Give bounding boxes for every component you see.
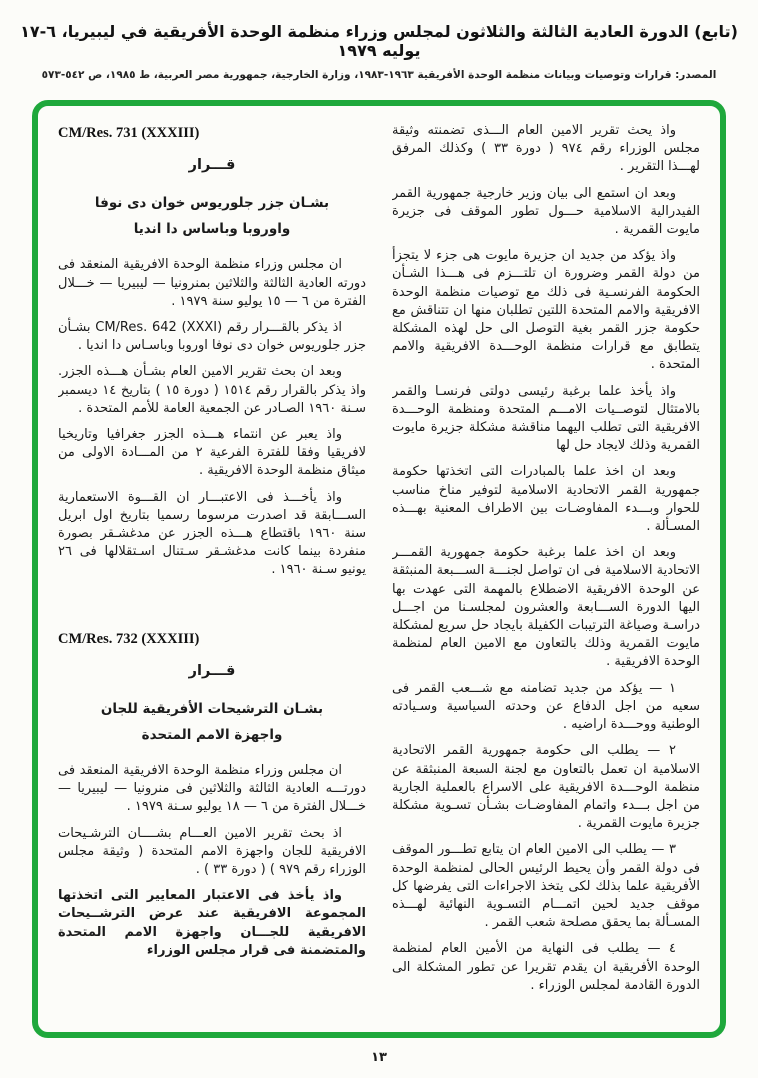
- resolution-732-subtitle-2: واجهزة الامم المتحدة: [141, 727, 283, 744]
- paragraph-sg-report-islands: وبعد ان بحث تقرير الامين العام بشـأن هـــذه الجزر. واذ يذكر بالقرار رقم ١٥١٤ ( دورة ١٥ ) بتاريخ ١٤ ديسمبر سـنة ١٩٦٠ الصـادر عن الجمعية العامة للأمم المتحدة .: [58, 364, 366, 416]
- resolution-operative-item-4: ٤ — يطلب فى النهاية من الأمين العام لمنظمة الوحدة الأفريقية ان يقدم تقريرا عن تطور المشكلة الى الدورة القادمة لمجلس الوزراء .: [392, 941, 700, 993]
- paragraph-recalling-cmres642: اذ يذكر بالقـــرار رقم CM/Res. 642 (XXXI) بشـأن جزر جلوريوس خوان دى نوفا اوروبا وباسـاس دا انديا .: [58, 320, 366, 354]
- green-border-frame: [32, 100, 726, 1038]
- resolution-732-number: CM/Res. 732 (XXXIII): [58, 630, 200, 647]
- resolution-731-number: CM/Res. 731 (XXXIII): [58, 125, 200, 141]
- paragraph-foreign-minister-statement: وبعد ان استمع الى بيان وزير خارجية جمهورية القمر الفيدرالية الاسلامية حـــول تطور الموقف فى جزيرة مايوت القمرية .: [392, 185, 700, 238]
- paragraph-council-session-732: ان مجلس وزراء منظمة الوحدة الافريقية المنعقد فى دورتـــه العادية الثالثة والثلاثين فى منرونيا — ليبيريا — خـــلال الفترة من ٦ — ١٨ يوليو سـنة ١٩٧٩ .: [58, 763, 366, 815]
- paragraph-comoros-initiatives: وبعد ان اخذ علما بالمبادرات التى اتخذتها حكومة جمهورية القمر الاتحادية الاسلامية لتوفير مناخ مناسب للحوار وبـــدء المفاوضـات بين الاطراف المعنية بهـــذه المسـألة .: [392, 464, 700, 535]
- resolution-operative-item-3: ٣ — يطلب الى الامين العام ان يتابع تطـــور الموقف فى دولة القمر وأن يحيط الرئيس الحالى لمنظمة الوحدة الأفريقية علما بذلك لكى يتخذ الاجراءات التى يفرضها كل موقف جديد لحين اتمـــام التسـوية النهائية لهـــذه المسـألة بما يحقق مصلحة شعب القمر .: [392, 842, 700, 931]
- resolution-732-title: قـــرار: [188, 662, 236, 679]
- paragraph-preamble-report: واذ يحث تقرير الامين العام الـــذى تضمنته وثيقة مجلس الوزراء رقم ٩٧٤ ( دورة ٣٣ ) وكذلك المرفق لهـــذا التقرير .: [392, 123, 700, 175]
- header-session-title: (تابع) الدورة العادية الثالثة والثلاثون لمجلس وزراء منظمة الوحدة الأفريقية في ليبيريا، ٦-١٧ يوليه ١٩٧٩: [20, 22, 738, 60]
- header-source-line: المصدر: قرارات وتوصيات وبيانات منظمة الوحدة الأفريقية ١٩٦٣-١٩٨٣، وزارة الخارجية، جمهورية مصر العربية، ط ١٩٨٥، ص ٥٤٢-٥٧٣: [41, 69, 717, 81]
- paragraph-committee-of-seven: وبعد ان اخذ علما برغبة حكومة جمهورية القمـــر الاتحادية الاسلامية فى ان تواصل لجنـــة الســـبعة المنبثقة عن الوحدة الافريقية الاضطلاع بالمهمة التى عهدت بها اليها الدورة الســـابعة والعشرون لمجلسـنا من اجـــل دراسـة وصياغة الترتيبات الكفيلة بايجاد حل سريع لمشكلة مايوت القمرية وذلك بالتعاون مع الامين العام لمنظمة الوحدة الافريقية .: [392, 545, 700, 670]
- right-column: [392, 122, 700, 1022]
- left-column: [58, 122, 366, 1022]
- resolution-731-subtitle-2: واوروبا وباساس دا انديا: [133, 221, 291, 238]
- paragraph-candidatures-report: اذ بحث تقرير الامين العـــام بشــــان الترشـيحات الافريقية للجان واجهزة الامم المتحدة ( وثيقة مجلس الوزراء رقم ٩٧٩ ) ( دورة ٣٣ ) .: [58, 825, 366, 878]
- paragraph-council-session-731: ان مجلس وزراء منظمة الوحدة الافريقية المنعقد فى دورته العادية الثالثة والثلاثين بمنرونيا — ليبيريا — خـــلال الفترة من ٦ — ١٥ يوليو سنة ١٩٧٩ .: [58, 257, 366, 309]
- resolution-operative-item-2: ٢ — يطلب الى حكومة جمهورية القمر الاتحادية الاسلامية ان تعمل بالتعاون مع لجنة السبعة المنبثقة عن منظمة الوحـــدة الافريقية على الاسراع بالعملية الجارية من اجل بـــدء واتمام المفاوضـات بشـأن تسـوية مشكلة جزيرة مايوت القمرية .: [392, 743, 700, 832]
- paragraph-candidature-criteria: واذ يأخذ فى الاعتبار المعايير التى اتخذتها المجموعة الافريقية عند عرض الترشــيحات الافريقية للجـــان واجهزة الامم المتحدة والمتضمنة فى قرار مجلس الوزراء: [58, 888, 366, 958]
- page-header: [0, 22, 758, 81]
- resolution-operative-item-1: ١ — يؤكد من جديد تضامنه مع شـــعب القمر فى سعيه من اجل الدفاع عن وحدته السياسية وسـيادته الوطنية ووحـــدة اراضيه .: [392, 680, 700, 733]
- paragraph-islands-belonging: واذ يعبر عن انتماء هـــذه الجزر جغرافيا وتاريخيا لافريقيا وفقا للفترة الفرعية ٢ من المـــادة الاولى من ميثاق منظمة الوحدة الافريقية .: [58, 427, 366, 479]
- resolution-732-subtitle-1: بشـان الترشيحات الأفريقية للجان: [100, 701, 324, 718]
- resolution-731-title: قـــرار: [188, 157, 236, 174]
- paragraph-colonial-decree: واذ يأخـــذ فى الاعتبـــار ان القـــوة الاستعمارية الســـابقة قد اصدرت مرسوما رسميا بتاريخ اول ابريل سنة ١٩٦٠ باقتطاع هـــذه الجزر عن مدغشـقر بصورة منفردة بينما كانت مدغشـقر سـتنال اسـتقلالها فى ٢٦ يونيو سـنة ١٩٦٠ .: [58, 489, 366, 578]
- page-number: ١٣: [371, 1050, 387, 1065]
- paragraph-mayotte-affirmation: واذ يؤكد من جديد ان جزيرة مايوت هى جزء لا يتجزأ من دولة القمر وضرورة ان تلتـــزم فى هـــذا الشـأن الحكومة الفرنسـية فى ذلك مع توصيات منظمة الوحدة الافريقية والامم المتحدة اللتين تطلبان منها ان تتناقش مع حكومة جزر القمر بغية التوصل الى حل لهذه المشكلة يتطابق مع قرارات منظمة الوحـــدة الافريقية والامم المتحدة .: [392, 248, 700, 373]
- resolution-731-subtitle-1: بشـان جزر جلوريوس خوان دى نوفا: [94, 195, 330, 212]
- paragraph-presidents-willingness: واذ يأخذ علما برغبة رئيسى دولتى فرنسـا والقمر بالامتثال لتوصــيات الامـــم المتحدة ومنظمة الوحـــدة الافريقية التى تطلب اليهما مناقشة مشكلة جزيرة مايوت القمرية وذلك لايجاد حل لها: [392, 383, 700, 454]
- two-column-layout: [58, 122, 700, 1022]
